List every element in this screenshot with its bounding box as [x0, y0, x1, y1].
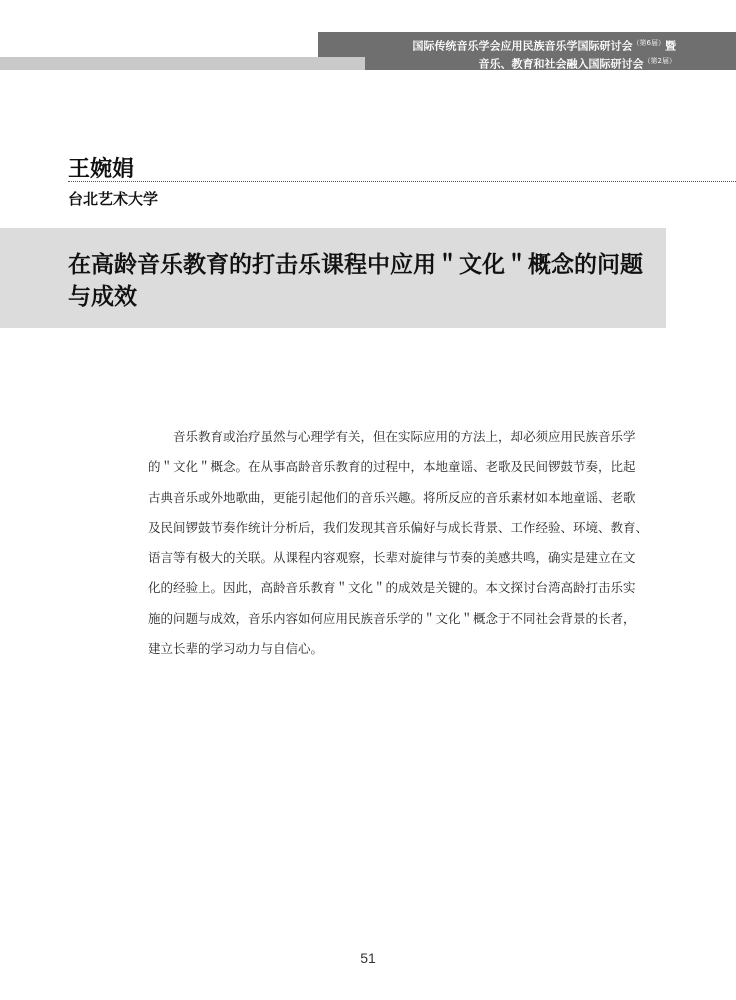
abstract-line: 化的经验上。因此，高龄音乐教育＂文化＂的成效是关键的。本文探讨台湾高龄打击乐实 — [148, 580, 636, 596]
page-number: 51 — [360, 950, 376, 966]
dotted-divider — [68, 181, 736, 182]
header-stripe — [0, 57, 365, 70]
abstract-line: 建立长辈的学习动力与自信心。 — [148, 641, 324, 657]
abstract-line: 古典音乐或外地歌曲，更能引起他们的音乐兴趣。将所反应的音乐素材如本地童谣、老歌 — [148, 489, 636, 505]
running-header-line-1: 国际传统音乐学会应用民族音乐学国际研讨会$^{(第6届)}$暨 — [412, 39, 676, 53]
running-header-line-2: 音乐、教育和社会融入国际研讨会$^{(第2届)}$ — [478, 56, 676, 71]
article-title: 在高龄音乐教育的打击乐课程中应用＂文化＂概念的问题与成效 — [68, 251, 643, 310]
author-name: 王婉娟 — [68, 156, 135, 182]
abstract-line: 语言等有极大的关联。从课程内容观察，长辈对旋律与节奏的美感共鸣，确实是建立在文 — [148, 550, 636, 566]
abstract-line: 音乐教育或治疗虽然与心理学有关，但在实际应用的方法上，却必须应用民族音乐学 — [173, 429, 636, 444]
author-affiliation: 台北艺术大学 — [68, 190, 159, 208]
abstract-line: 及民间锣鼓节奏作统计分析后，我们发现其音乐偏好与成长背景、工作经验、环境、教育、 — [148, 519, 649, 535]
abstract-line: 的＂文化＂概念。在从事高龄音乐教育的过程中，本地童谣、老歌及民间锣鼓节奏，比起 — [148, 459, 636, 475]
running-header — [413, 36, 676, 71]
abstract-line: 施的问题与成效，音乐内容如何应用民族音乐学的＂文化＂概念于不同社会背景的长者， — [148, 610, 636, 626]
abstract-paragraph — [148, 422, 649, 664]
